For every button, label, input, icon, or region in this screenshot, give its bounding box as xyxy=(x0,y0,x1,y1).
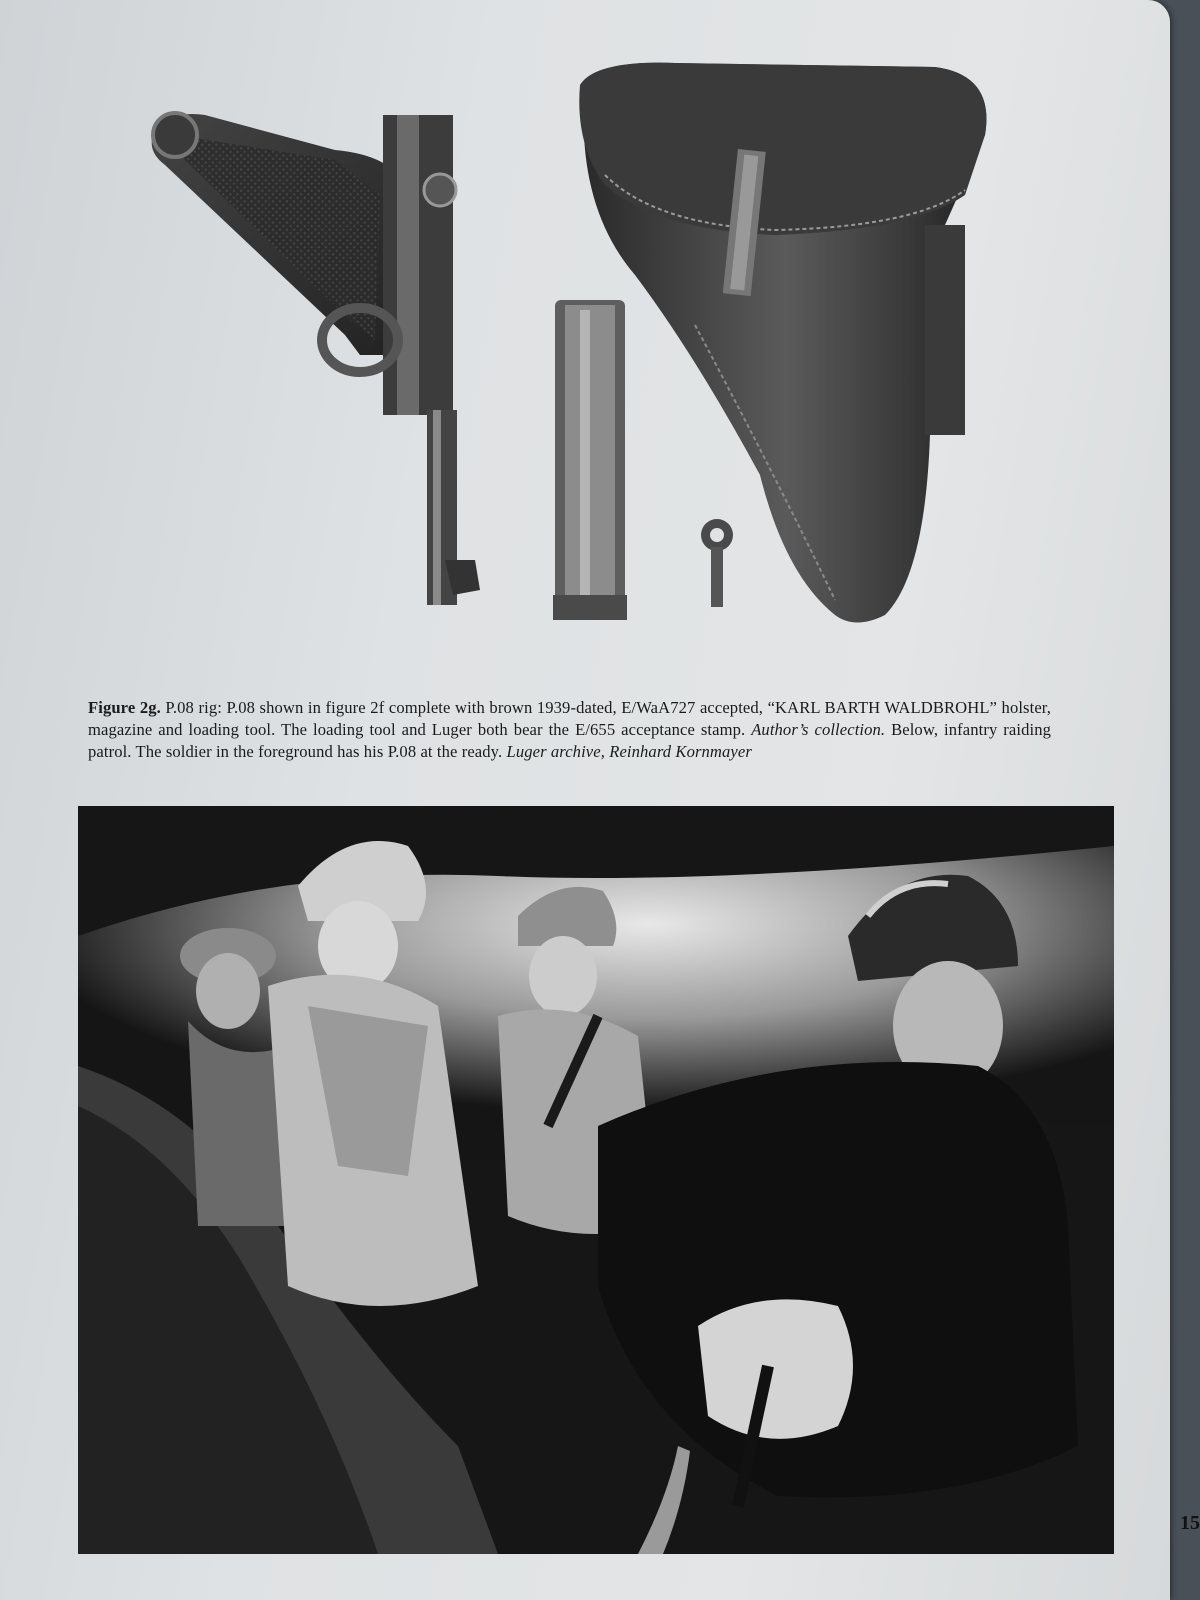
p08-rig-photo xyxy=(135,55,1015,655)
loading-tool-image xyxy=(701,519,733,607)
luger-pistol-image xyxy=(152,113,480,605)
page-number: 15 xyxy=(1180,1512,1200,1534)
magazine-image xyxy=(553,300,627,620)
raiding-patrol-photo xyxy=(78,806,1114,1554)
figure-caption xyxy=(88,697,1051,763)
figure-label: Figure 2g. xyxy=(88,698,161,717)
caption-credit-author: Author’s collection. xyxy=(751,720,886,739)
holster-image xyxy=(579,63,986,623)
caption-credit-archive: Luger archive, Reinhard Kornmayer xyxy=(506,742,752,761)
caption-text-secondary: Below, infantry raiding patrol. The soldier in the foreground has his P.08 at the ready. xyxy=(88,720,1051,761)
caption-text-main: P.08 rig: P.08 shown in figure 2f complete with brown 1939-dated, E/WaA727 accepted, “KARL BARTH WALDBROHL” holster, magazine and loading tool. The loading tool and Luger both bear the E/655 acceptance stamp. xyxy=(88,698,1052,739)
